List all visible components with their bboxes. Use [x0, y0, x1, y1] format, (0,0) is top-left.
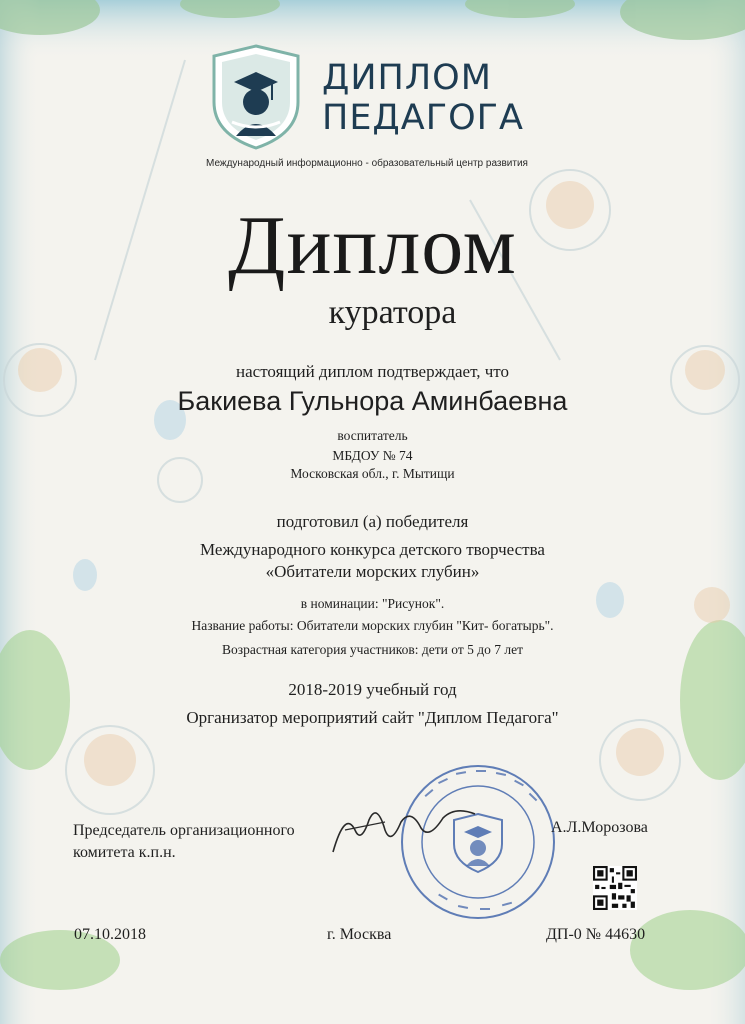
brand-title-line2: ПЕДАГОГА	[322, 98, 524, 138]
nomination-text: в номинации: "Рисунок".	[300, 596, 445, 611]
diploma-title: Диплом	[228, 199, 517, 292]
recipient-location: Московская обл., г. Мытищи	[290, 466, 455, 481]
diploma-subtitle: куратора	[328, 294, 457, 331]
chair-title-line1: Председатель организационного	[73, 822, 295, 839]
chair-name: А.Л.Морозова	[551, 819, 648, 836]
contest-line1: Международного конкурса детского творчества	[200, 540, 545, 559]
school-year-text: 2018-2019 учебный год	[288, 680, 457, 699]
confirms-text: настоящий диплом подтверждает, что	[236, 362, 509, 381]
qr-code	[593, 866, 637, 910]
chair-title	[73, 820, 333, 864]
recipient-position: воспитатель	[337, 428, 408, 443]
organizer-text: Организатор мероприятий сайт "Диплом Педагога"	[186, 708, 559, 727]
graduate-shield-logo	[206, 42, 306, 152]
chair-title-line2: комитета к.п.н.	[73, 844, 176, 861]
diploma-city: г. Москва	[327, 926, 392, 943]
recipient-name: Бакиева Гульнора Аминбаевна	[177, 386, 568, 416]
recipient-institution: МБДОУ № 74	[332, 448, 413, 463]
diploma-number: ДП-0 № 44630	[546, 926, 646, 943]
handwritten-signature	[325, 800, 485, 860]
contest-line2: «Обитатели морских глубин»	[265, 562, 480, 581]
brand-title-line1: ДИПЛОМ	[322, 58, 492, 98]
brand-subtitle: Международный информационно - образовательный центр развития	[206, 158, 528, 169]
age-category-text: Возрастная категория участников: дети от 5 до 7 лет	[222, 642, 523, 657]
brand-title	[322, 58, 552, 138]
prepared-text: подготовил (а) победителя	[276, 512, 469, 531]
diploma-date: 07.10.2018	[74, 926, 146, 943]
work-title-text: Название работы: Обитатели морских глубин "Кит- богатырь".	[191, 618, 554, 633]
